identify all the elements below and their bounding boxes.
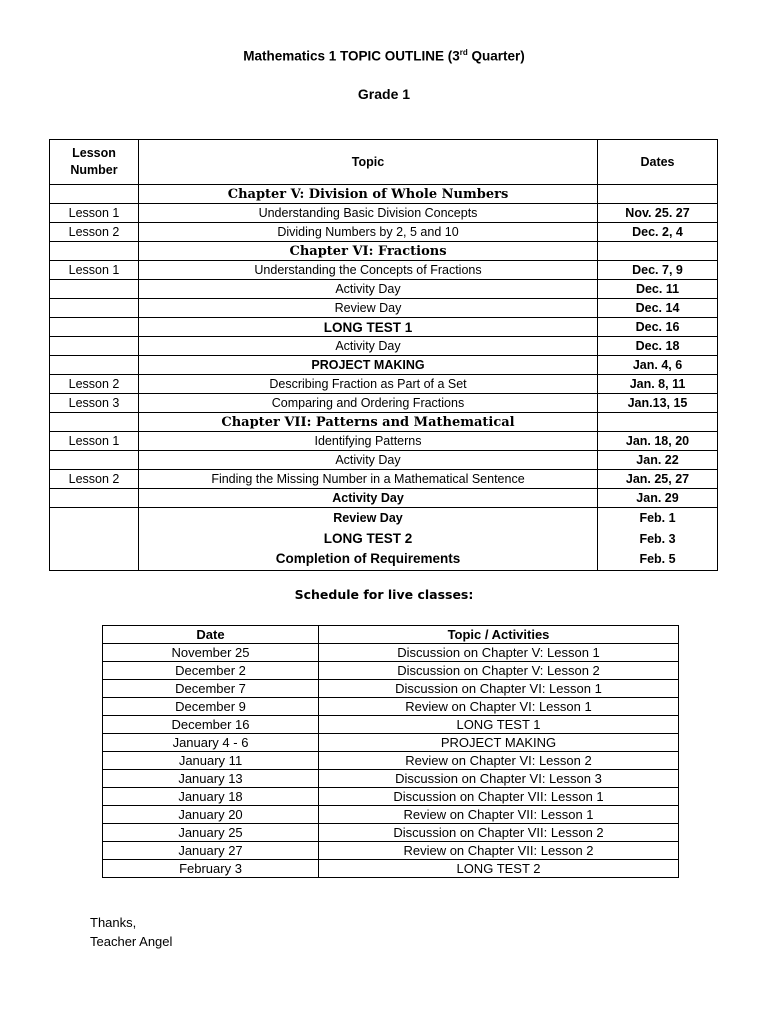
table-row bbox=[50, 375, 718, 394]
table-row bbox=[50, 394, 718, 413]
date-cell: January 18 bbox=[103, 788, 319, 806]
lesson-cell: Lesson 2 bbox=[50, 223, 139, 242]
table-row bbox=[103, 752, 679, 770]
table-row bbox=[103, 698, 679, 716]
topic-outline-table bbox=[49, 139, 718, 571]
table-row bbox=[50, 280, 718, 299]
topic-cell: Review Day bbox=[139, 299, 598, 318]
header-dates: Dates bbox=[598, 140, 718, 185]
table-row bbox=[50, 432, 718, 451]
topic-cell: Comparing and Ordering Fractions bbox=[139, 394, 598, 413]
activity-cell: Review on Chapter VII: Lesson 2 bbox=[319, 842, 679, 860]
lesson-cell bbox=[50, 242, 139, 261]
dates-cell: Dec. 2, 4 bbox=[598, 223, 718, 242]
topic-cell: Identifying Patterns bbox=[139, 432, 598, 451]
header-topic-activities: Topic / Activities bbox=[319, 626, 679, 644]
dates-cell: Dec. 14 bbox=[598, 299, 718, 318]
header-date: Date bbox=[103, 626, 319, 644]
table-row bbox=[50, 470, 718, 489]
dates-cell: Jan. 25, 27 bbox=[598, 470, 718, 489]
chapter-row bbox=[50, 413, 718, 432]
table-row bbox=[50, 318, 718, 337]
signer-name: Teacher Angel bbox=[90, 934, 173, 949]
dates-cell: Nov. 25. 27 bbox=[598, 204, 718, 223]
lesson-cell bbox=[50, 489, 139, 508]
topic-cell: Activity Day bbox=[139, 451, 598, 470]
activity-cell: Review on Chapter VI: Lesson 1 bbox=[319, 698, 679, 716]
topic-cell: Activity Day bbox=[139, 489, 598, 508]
date-cell: November 25 bbox=[103, 644, 319, 662]
date-cell: December 7 bbox=[103, 680, 319, 698]
topic-cell bbox=[139, 508, 598, 571]
dates-cell bbox=[598, 242, 718, 261]
live-classes-table bbox=[102, 625, 679, 878]
table-row bbox=[103, 788, 679, 806]
table-row bbox=[103, 860, 679, 878]
dates-cell bbox=[598, 508, 718, 571]
topic-cell: Finding the Missing Number in a Mathematical Sentence bbox=[139, 470, 598, 489]
final-date: Feb. 5 bbox=[639, 552, 676, 566]
dates-cell bbox=[598, 185, 718, 204]
activity-cell: Discussion on Chapter V: Lesson 1 bbox=[319, 644, 679, 662]
lesson-cell bbox=[50, 337, 139, 356]
document-title: Mathematics 1 TOPIC OUTLINE (3rd Quarter) bbox=[243, 48, 525, 64]
lesson-cell bbox=[50, 318, 139, 337]
chapter-row bbox=[50, 242, 718, 261]
activity-cell: PROJECT MAKING bbox=[319, 734, 679, 752]
date-cell: January 11 bbox=[103, 752, 319, 770]
dates-cell: Dec. 7, 9 bbox=[598, 261, 718, 280]
topic-cell: PROJECT MAKING bbox=[139, 356, 598, 375]
lesson-cell bbox=[50, 356, 139, 375]
table-row bbox=[103, 770, 679, 788]
final-topic: Completion of Requirements bbox=[275, 551, 461, 566]
final-date: Feb. 3 bbox=[639, 531, 676, 546]
live-classes-heading: Schedule for live classes: bbox=[294, 587, 474, 602]
lesson-cell: Lesson 2 bbox=[50, 470, 139, 489]
topic-cell: Activity Day bbox=[139, 280, 598, 299]
table-row bbox=[50, 451, 718, 470]
date-cell: January 4 - 6 bbox=[103, 734, 319, 752]
activity-cell: Discussion on Chapter VI: Lesson 1 bbox=[319, 680, 679, 698]
lesson-cell bbox=[50, 280, 139, 299]
lesson-cell bbox=[50, 451, 139, 470]
topic-cell: Dividing Numbers by 2, 5 and 10 bbox=[139, 223, 598, 242]
lesson-cell: Lesson 1 bbox=[50, 204, 139, 223]
dates-cell: Jan.13, 15 bbox=[598, 394, 718, 413]
activity-cell: Discussion on Chapter VI: Lesson 3 bbox=[319, 770, 679, 788]
table-row bbox=[103, 644, 679, 662]
dates-cell: Dec. 18 bbox=[598, 337, 718, 356]
table-row bbox=[50, 356, 718, 375]
dates-cell: Jan. 18, 20 bbox=[598, 432, 718, 451]
topic-cell: Activity Day bbox=[139, 337, 598, 356]
final-topic: Review Day bbox=[333, 511, 403, 525]
dates-cell: Dec. 16 bbox=[598, 318, 718, 337]
topic-cell: Chapter VII: Patterns and Mathematical bbox=[139, 413, 598, 432]
table-header-row bbox=[103, 626, 679, 644]
date-cell: February 3 bbox=[103, 860, 319, 878]
chapter-row bbox=[50, 185, 718, 204]
table-row bbox=[50, 261, 718, 280]
date-cell: January 20 bbox=[103, 806, 319, 824]
table-row bbox=[103, 662, 679, 680]
topic-cell: Describing Fraction as Part of a Set bbox=[139, 375, 598, 394]
lesson-cell bbox=[50, 185, 139, 204]
lesson-cell bbox=[50, 299, 139, 318]
table-row bbox=[103, 824, 679, 842]
dates-cell: Jan. 29 bbox=[598, 489, 718, 508]
date-cell: January 27 bbox=[103, 842, 319, 860]
header-topic: Topic bbox=[139, 140, 598, 185]
activity-cell: Review on Chapter VII: Lesson 1 bbox=[319, 806, 679, 824]
table-row bbox=[50, 223, 718, 242]
dates-cell: Dec. 11 bbox=[598, 280, 718, 299]
header-lesson-number: Lesson Number bbox=[50, 140, 139, 185]
closing-thanks: Thanks, bbox=[90, 915, 137, 930]
table-header-row bbox=[50, 140, 718, 185]
table-row bbox=[103, 680, 679, 698]
date-cell: December 2 bbox=[103, 662, 319, 680]
dates-cell: Jan. 4, 6 bbox=[598, 356, 718, 375]
final-topic: LONG TEST 2 bbox=[323, 530, 413, 546]
activity-cell: LONG TEST 2 bbox=[319, 860, 679, 878]
lesson-cell: Lesson 3 bbox=[50, 394, 139, 413]
topic-cell: LONG TEST 1 bbox=[139, 318, 598, 337]
table-row bbox=[50, 299, 718, 318]
activity-cell: Discussion on Chapter VII: Lesson 1 bbox=[319, 788, 679, 806]
date-cell: December 16 bbox=[103, 716, 319, 734]
activity-cell: Discussion on Chapter V: Lesson 2 bbox=[319, 662, 679, 680]
topic-cell: Chapter VI: Fractions bbox=[139, 242, 598, 261]
grade-heading: Grade 1 bbox=[357, 86, 411, 102]
table-row bbox=[103, 806, 679, 824]
date-cell: January 13 bbox=[103, 770, 319, 788]
table-row bbox=[50, 489, 718, 508]
dates-cell: Jan. 8, 11 bbox=[598, 375, 718, 394]
final-date: Feb. 1 bbox=[639, 511, 676, 525]
lesson-cell: Lesson 1 bbox=[50, 261, 139, 280]
table-row bbox=[50, 204, 718, 223]
table-row bbox=[103, 842, 679, 860]
table-row bbox=[103, 716, 679, 734]
lesson-cell: Lesson 1 bbox=[50, 432, 139, 451]
dates-cell bbox=[598, 413, 718, 432]
lesson-cell: Lesson 2 bbox=[50, 375, 139, 394]
final-block-row bbox=[50, 508, 718, 571]
dates-cell: Jan. 22 bbox=[598, 451, 718, 470]
lesson-cell bbox=[50, 508, 139, 571]
table-row bbox=[103, 734, 679, 752]
table-row bbox=[50, 337, 718, 356]
activity-cell: Review on Chapter VI: Lesson 2 bbox=[319, 752, 679, 770]
topic-cell: Chapter V: Division of Whole Numbers bbox=[139, 185, 598, 204]
activity-cell: LONG TEST 1 bbox=[319, 716, 679, 734]
topic-cell: Understanding Basic Division Concepts bbox=[139, 204, 598, 223]
lesson-cell bbox=[50, 413, 139, 432]
date-cell: December 9 bbox=[103, 698, 319, 716]
activity-cell: Discussion on Chapter VII: Lesson 2 bbox=[319, 824, 679, 842]
date-cell: January 25 bbox=[103, 824, 319, 842]
topic-cell: Understanding the Concepts of Fractions bbox=[139, 261, 598, 280]
